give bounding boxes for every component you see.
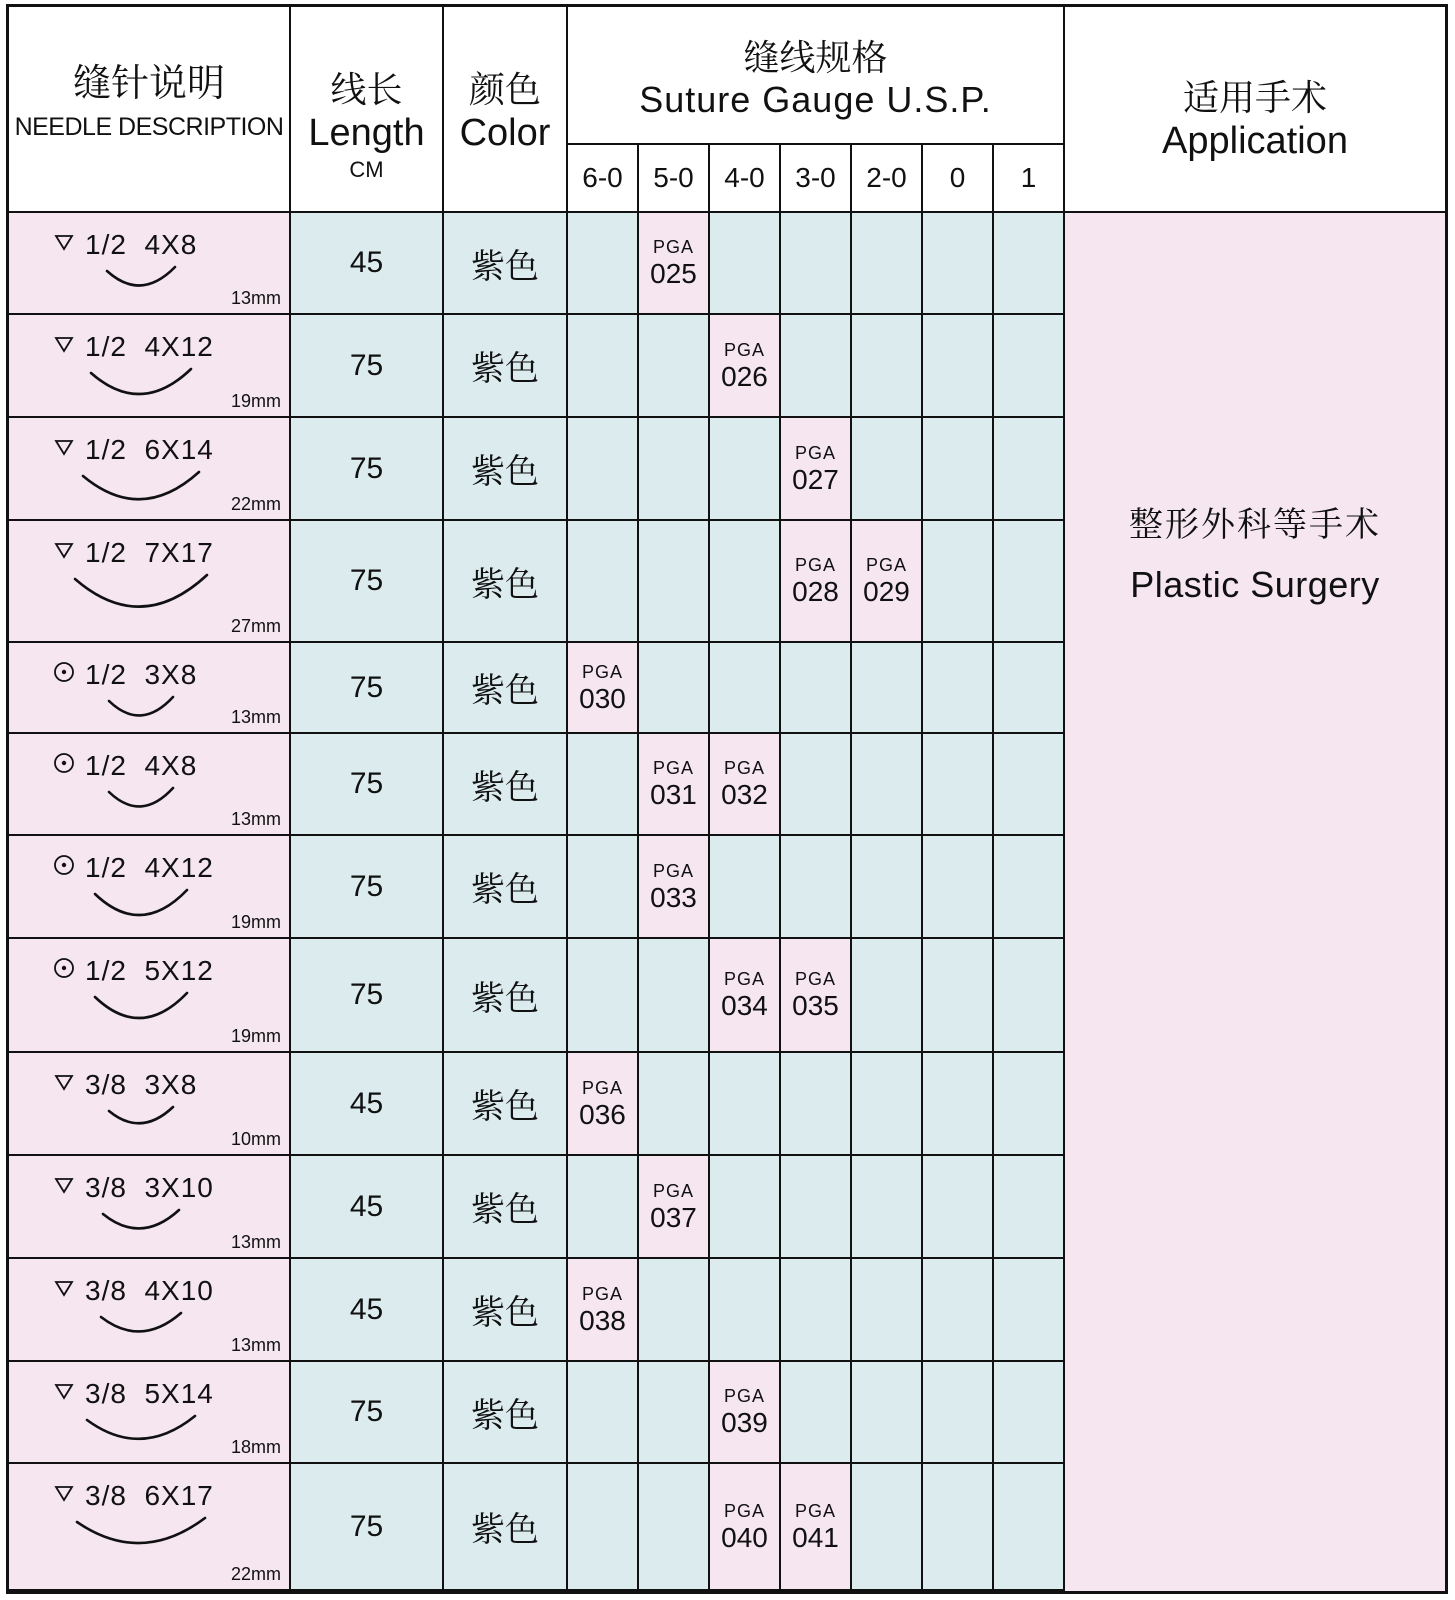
needle-size: 13mm [230,1335,281,1355]
gauge-empty-cell [639,418,710,521]
needle-description-cell [9,1156,291,1259]
gauge-empty-cell [639,643,710,734]
product-code-cell [710,1362,781,1464]
product-prefix: PGA [581,661,623,682]
length-header [291,7,444,213]
product-prefix: PGA [723,758,765,778]
needle-curve-icon [9,734,291,836]
product-code-cell [710,1464,781,1591]
color-cell: 紫色 [444,1259,568,1362]
gauge-empty-cell [781,1156,852,1259]
gauge-empty-cell [639,1362,710,1464]
product-code: 026 [721,360,768,392]
product-code: 038 [579,1304,626,1336]
length-cell: 45 [291,1259,444,1362]
gauge-empty-cell [923,315,994,418]
needle-size: 18mm [230,1437,281,1457]
product-code-cell [639,1156,710,1259]
gauge-empty-cell [568,315,639,418]
application-cell [1065,213,1445,1591]
gauge-empty-cell [710,1053,781,1156]
gauge-empty-cell [710,1259,781,1362]
gauge-empty-cell [994,939,1065,1053]
product-code: 035 [792,990,839,1021]
color-cell: 紫色 [444,643,568,734]
gauge-empty-cell [852,1156,923,1259]
gauge-empty-cell [710,213,781,315]
needle-spec: 3/8 3X10 [85,1172,214,1203]
needle-description-en: NEEDLE DESCRIPTION [14,113,284,141]
needle-spec: 3/8 6X17 [85,1480,214,1511]
gauge-empty-cell [568,1362,639,1464]
gauge-column-header: 3-0 [781,145,852,213]
color-cell: 紫色 [444,213,568,315]
product-code-cell [710,939,781,1053]
product-code-cell [781,939,852,1053]
length-cell: 45 [291,213,444,315]
length-cell: 75 [291,1362,444,1464]
gauge-empty-cell [852,1362,923,1464]
suture-spec-table [6,4,1448,1594]
needle-spec: 3/8 5X14 [85,1378,214,1409]
product-prefix: PGA [581,1077,623,1098]
gauge-empty-cell [923,418,994,521]
product-code: 033 [650,881,697,913]
needle-description-zh: 缝针说明 [72,63,225,105]
length-cell: 75 [291,734,444,836]
needle-description-cell [9,521,291,643]
gauge-column-header: 5-0 [639,145,710,213]
gauge-empty-cell [994,1464,1065,1591]
needle-size: 19mm [230,912,281,932]
needle-spec: 1/2 3X8 [85,659,198,690]
product-prefix: PGA [652,237,694,257]
gauge-empty-cell [923,1362,994,1464]
gauge-empty-cell [710,1156,781,1259]
product-code: 032 [721,779,768,810]
needle-curve-icon [9,1464,291,1591]
gauge-empty-cell [994,643,1065,734]
product-prefix: PGA [652,860,694,881]
needle-spec: 3/8 4X10 [85,1275,214,1306]
gauge-empty-cell [923,939,994,1053]
color-cell: 紫色 [444,1053,568,1156]
color-header [444,7,568,213]
gauge-empty-cell [923,521,994,643]
product-prefix: PGA [794,969,836,989]
gauge-empty-cell [710,521,781,643]
length-cell: 45 [291,1053,444,1156]
gauge-column-header: 2-0 [852,145,923,213]
product-code-cell [852,521,923,643]
needle-spec: 1/2 5X12 [85,955,214,986]
product-code: 034 [721,990,768,1021]
suture-gauge-header [568,7,1065,145]
gauge-empty-cell [852,1464,923,1591]
product-code: 030 [579,682,626,714]
gauge-empty-cell [639,1259,710,1362]
gauge-empty-cell [994,1053,1065,1156]
color-cell: 紫色 [444,315,568,418]
product-code: 027 [792,463,839,495]
product-prefix: PGA [581,1283,623,1304]
gauge-empty-cell [923,734,994,836]
gauge-empty-cell [568,213,639,315]
gauge-empty-cell [568,418,639,521]
color-cell: 紫色 [444,734,568,836]
product-code-cell [781,418,852,521]
application-en: Application [1162,120,1348,162]
gauge-empty-cell [710,418,781,521]
gauge-empty-cell [852,418,923,521]
gauge-empty-cell [568,1464,639,1591]
gauge-empty-cell [781,213,852,315]
product-code-cell [781,1464,852,1591]
gauge-empty-cell [994,1156,1065,1259]
application-header [1065,7,1445,213]
gauge-empty-cell [781,1362,852,1464]
gauge-empty-cell [923,1259,994,1362]
length-cell: 75 [291,315,444,418]
gauge-empty-cell [994,1362,1065,1464]
gauge-empty-cell [568,521,639,643]
gauge-empty-cell [923,1156,994,1259]
needle-size: 10mm [230,1129,281,1149]
product-prefix: PGA [794,442,836,463]
gauge-empty-cell [852,734,923,836]
needle-curve-icon [9,836,291,939]
length-unit: CM [349,157,384,182]
color-cell: 紫色 [444,418,568,521]
gauge-empty-cell [994,734,1065,836]
gauge-empty-cell [568,939,639,1053]
needle-curve-icon [9,643,291,734]
color-cell: 紫色 [444,1464,568,1591]
product-code-cell [639,734,710,836]
product-code: 025 [650,258,697,289]
needle-curve-icon [9,213,291,315]
gauge-empty-cell [781,1259,852,1362]
needle-description-cell [9,1053,291,1156]
color-zh: 颜色 [468,69,541,110]
product-prefix: PGA [794,555,836,575]
gauge-empty-cell [852,1259,923,1362]
product-code: 040 [721,1521,768,1553]
needle-description-cell [9,734,291,836]
needle-size: 19mm [230,391,281,411]
color-en: Color [459,112,551,154]
needle-description-cell [9,315,291,418]
product-code-cell [639,213,710,315]
gauge-empty-cell [639,315,710,418]
needle-size: 13mm [230,809,281,829]
product-prefix: PGA [794,1500,836,1521]
gauge-empty-cell [852,315,923,418]
gauge-empty-cell [639,1464,710,1591]
needle-spec: 1/2 6X14 [85,434,214,465]
length-cell: 75 [291,1464,444,1591]
needle-description-cell [9,213,291,315]
needle-spec: 1/2 4X8 [85,229,198,260]
needle-curve-icon [9,939,291,1053]
product-code-cell [710,734,781,836]
product-prefix: PGA [652,1180,694,1201]
gauge-empty-cell [994,213,1065,315]
color-cell: 紫色 [444,1362,568,1464]
needle-description-cell [9,836,291,939]
gauge-empty-cell [781,315,852,418]
color-cell: 紫色 [444,521,568,643]
needle-curve-icon [9,521,291,643]
gauge-empty-cell [639,939,710,1053]
needle-curve-icon [9,1362,291,1464]
gauge-column-header: 6-0 [568,145,639,213]
application-zh-text: 整形外科等手术 [1129,506,1381,544]
length-cell: 75 [291,836,444,939]
gauge-empty-cell [568,1156,639,1259]
gauge-empty-cell [923,1053,994,1156]
product-code-cell [781,521,852,643]
gauge-empty-cell [710,643,781,734]
needle-description-cell [9,1464,291,1591]
length-cell: 45 [291,1156,444,1259]
gauge-empty-cell [852,1053,923,1156]
gauge-empty-cell [710,836,781,939]
product-code: 039 [721,1407,768,1438]
product-code: 031 [650,779,697,810]
gauge-empty-cell [994,315,1065,418]
needle-description-cell [9,1362,291,1464]
product-prefix: PGA [723,1386,765,1406]
needle-size: 13mm [230,1232,281,1252]
gauge-empty-cell [781,734,852,836]
product-prefix: PGA [723,1500,765,1521]
gauge-empty-cell [923,643,994,734]
needle-curve-icon [9,418,291,521]
length-cell: 75 [291,521,444,643]
gauge-column-header: 4-0 [710,145,781,213]
gauge-empty-cell [639,1053,710,1156]
needle-size: 27mm [230,616,281,636]
length-zh: 线长 [330,69,403,110]
gauge-empty-cell [639,521,710,643]
gauge-empty-cell [923,836,994,939]
product-prefix: PGA [865,555,907,575]
gauge-column-header: 0 [923,145,994,213]
gauge-empty-cell [994,521,1065,643]
color-cell: 紫色 [444,939,568,1053]
product-prefix: PGA [723,969,765,989]
product-prefix: PGA [723,339,765,360]
needle-size: 13mm [230,707,281,727]
needle-description-cell [9,643,291,734]
needle-spec: 3/8 3X8 [85,1069,198,1100]
length-en: Length [308,112,425,154]
product-code-cell [710,315,781,418]
needle-description-header [9,7,291,213]
needle-curve-icon [9,1156,291,1259]
needle-size: 13mm [230,288,281,308]
needle-curve-icon [9,1053,291,1156]
needle-size: 22mm [230,494,281,514]
gauge-empty-cell [781,1053,852,1156]
gauge-empty-cell [923,1464,994,1591]
needle-spec: 1/2 7X17 [85,537,214,568]
product-prefix: PGA [652,758,694,778]
product-code: 028 [792,576,839,607]
application-zh: 适用手术 [1182,77,1327,118]
length-cell: 75 [291,643,444,734]
gauge-empty-cell [994,418,1065,521]
length-cell: 75 [291,418,444,521]
needle-curve-icon [9,1259,291,1362]
product-code-cell [568,1259,639,1362]
needle-description-cell [9,418,291,521]
gauge-empty-cell [568,836,639,939]
product-code-cell [639,836,710,939]
product-code: 037 [650,1201,697,1233]
needle-description-cell [9,1259,291,1362]
product-code-cell [568,1053,639,1156]
gauge-empty-cell [568,734,639,836]
needle-spec: 1/2 4X12 [85,852,214,883]
suture-gauge-zh: 缝线规格 [743,37,888,78]
gauge-empty-cell [781,836,852,939]
needle-spec: 1/2 4X8 [85,750,198,781]
gauge-column-header: 1 [994,145,1065,213]
product-code-cell [568,643,639,734]
application-en-text: Plastic Surgery [1130,564,1380,605]
gauge-empty-cell [994,1259,1065,1362]
product-code: 041 [792,1521,839,1553]
needle-description-cell [9,939,291,1053]
needle-size: 19mm [230,1026,281,1046]
needle-curve-icon [9,315,291,418]
needle-spec: 1/2 4X12 [85,331,214,362]
product-code: 036 [579,1098,626,1130]
product-code: 029 [863,576,910,607]
gauge-empty-cell [852,643,923,734]
gauge-empty-cell [852,939,923,1053]
suture-gauge-en: Suture Gauge U.S.P. [639,79,992,120]
color-cell: 紫色 [444,1156,568,1259]
gauge-empty-cell [852,836,923,939]
gauge-empty-cell [994,836,1065,939]
gauge-empty-cell [923,213,994,315]
color-cell: 紫色 [444,836,568,939]
gauge-empty-cell [852,213,923,315]
gauge-empty-cell [781,643,852,734]
needle-size: 22mm [230,1564,281,1584]
length-cell: 75 [291,939,444,1053]
